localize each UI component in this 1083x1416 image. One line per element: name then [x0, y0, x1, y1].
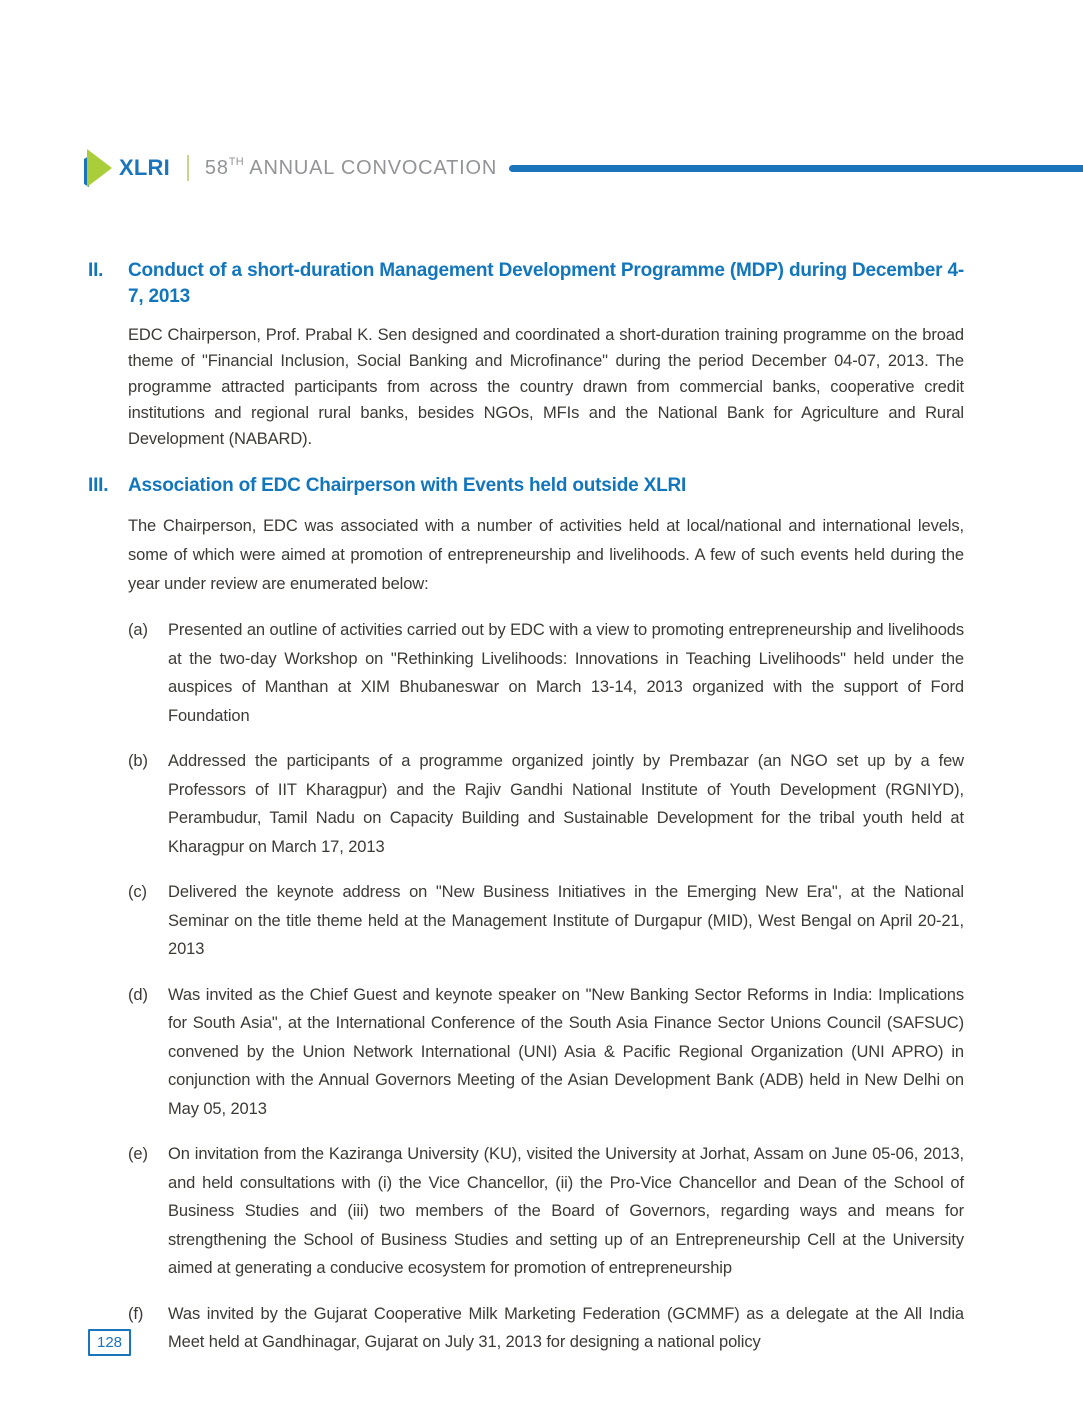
list-item-text: Delivered the keynote address on "New Business Initiatives in the Emerging New Era", at the National Seminar on the title theme held at the Management Institute of Durgapur (MID), West Bengal on April 20-21, 2013	[168, 883, 964, 958]
subtitle-text: ANNUAL CONVOCATION	[244, 157, 498, 179]
section-number: III.	[88, 475, 109, 496]
page-content	[88, 258, 964, 1378]
section-paragraph: The Chairperson, EDC was associated with a number of activities held at local/national and international levels, some of which were aimed at promotion of entrepreneurship and livelihoods. A few of such events held during the year under review are enumerated below:	[128, 517, 964, 593]
section-mdp-programme	[88, 258, 964, 452]
section-edc-events	[88, 473, 964, 1357]
list-item	[128, 1300, 964, 1357]
list-item	[128, 616, 964, 730]
list-item-marker: (f)	[128, 1304, 144, 1323]
list-item-marker: (b)	[128, 752, 148, 770]
list-item-text: Was invited as the Chief Guest and keynote speaker on "New Banking Sector Reforms in India: Implications for South Asia", at the International Conference of the South Asia Finance Sector Unions Council (SAFSUC) convened by the Union Network International (UNI) Asia & Pacific Regional Organization (UNI APRO) in conjunction with the Annual Governors Meeting of the Asian Development Bank (ADB) held in New Delhi on May 05, 2013	[168, 985, 964, 1118]
header-separator	[187, 155, 189, 181]
header-subtitle	[205, 156, 497, 180]
edition-suffix: TH	[228, 156, 245, 168]
list-item	[128, 981, 964, 1124]
list-item-text: Was invited by the Gujarat Cooperative Milk Marketing Federation (GCMMF) as a delegate at the All India Meet held at Gandhinagar, Gujarat on July 31, 2013 for designing a national policy	[168, 1304, 964, 1351]
list-item-marker: (d)	[128, 985, 148, 1004]
xlri-logo-icon	[84, 149, 114, 187]
section-title: Association of EDC Chairperson with Events held outside XLRI	[128, 475, 687, 496]
section-paragraph: EDC Chairperson, Prof. Prabal K. Sen designed and coordinated a short-duration training programme on the broad theme of "Financial Inclusion, Social Banking and Microfinance" during the period December 04-07, 2013. The programme attracted participants from across the country drawn from commercial banks, cooperative credit institutions and regional rural banks, besides NGOs, MFIs and the National Bank for Agriculture and Rural Development (NABARD).	[128, 326, 964, 448]
list-item-text: On invitation from the Kaziranga University (KU), visited the University at Jorhat, Assam on June 05-06, 2013, and held consultations with (i) the Vice Chancellor, (ii) the Pro-Vice Chancellor and Dean of the School of Business Studies and (iii) two members of the Board of Governors, regarding ways and means for strengthening the School of Business Studies and setting up of an Entrepreneurship Cell at the University aimed at generating a conducive ecosystem for promotion of entrepreneurship	[168, 1145, 964, 1277]
page-header	[84, 148, 1083, 188]
brand-name: XLRI	[119, 155, 170, 180]
header-rule	[509, 165, 1083, 172]
list-item	[128, 747, 964, 861]
list-item	[128, 1140, 964, 1283]
page-number-box	[88, 1329, 131, 1356]
section-heading	[88, 473, 964, 499]
list-item-marker: (c)	[128, 883, 147, 901]
section-title: Conduct of a short-duration Management Development Programme (MDP) during December 4-7, 2013	[128, 260, 964, 307]
event-list	[128, 616, 964, 1357]
list-item-marker: (e)	[128, 1145, 148, 1163]
list-item-text: Addressed the participants of a programme organized jointly by Prembazar (an NGO set up by a few Professors of IIT Kharagpur) and the Rajiv Gandhi National Institute of Youth Development (RGNIYD), Perambudur, Tamil Nadu on Capacity Building and Sustainable Development for the tribal youth held at Kharagpur on March 17, 2013	[168, 752, 964, 856]
section-number: II.	[88, 260, 104, 281]
section-heading	[88, 258, 964, 310]
page-number: 128	[97, 1334, 123, 1351]
list-item-marker: (a)	[128, 621, 148, 639]
list-item	[128, 878, 964, 964]
list-item-text: Presented an outline of activities carried out by EDC with a view to promoting entrepreneurship and livelihoods at the two-day Workshop on "Rethinking Livelihoods: Innovations in Teaching Livelihoods" held under the auspices of Manthan at XIM Bhubaneswar on March 13-14, 2013 organized with the support of Ford Foundation	[168, 621, 964, 725]
edition-number: 58	[204, 157, 229, 179]
